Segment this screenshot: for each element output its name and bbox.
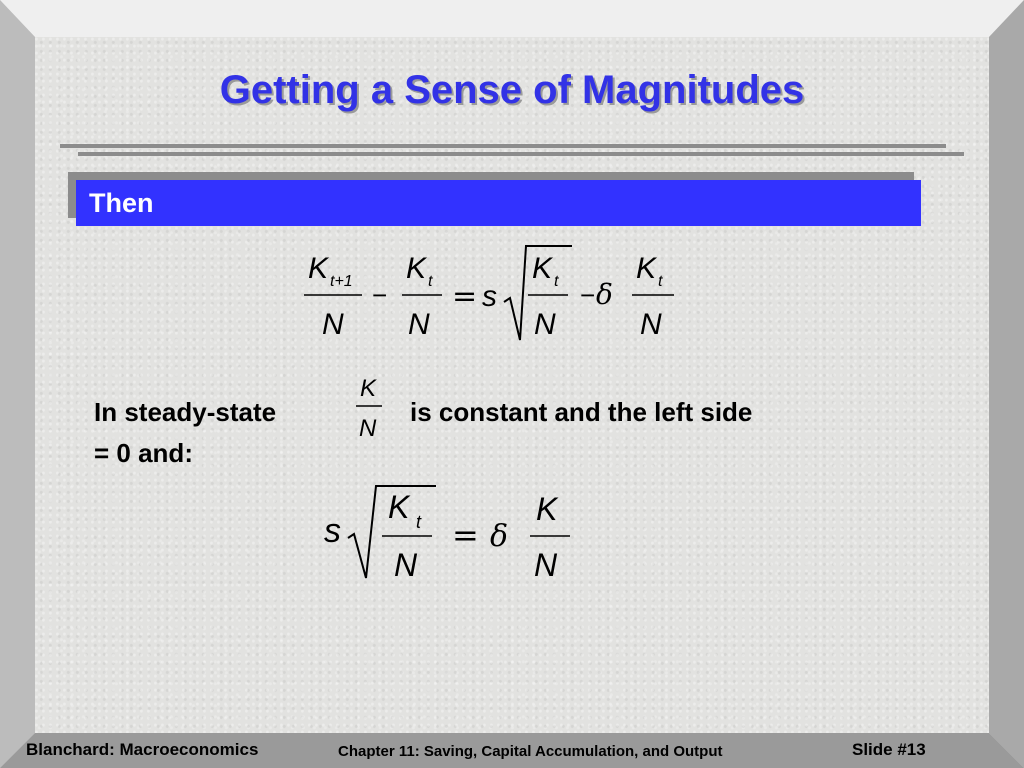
equation-capital-accumulation <box>290 240 690 350</box>
eq1-term4-num: K <box>636 252 657 285</box>
eq1-term2-num: K <box>406 252 427 285</box>
title-rule-lower <box>78 152 964 156</box>
footer-slide-number: Slide #13 <box>852 740 926 759</box>
eq1-term4-sub: t <box>658 273 663 290</box>
eq2-rhs-num: K <box>536 491 558 527</box>
eq2-s: s <box>324 512 341 550</box>
steady-state-text-before: In steady-state <box>94 397 277 427</box>
eq1-term2-den: N <box>408 308 430 341</box>
eq1-term2-sub: t <box>428 273 433 290</box>
equation-steady-state <box>318 480 588 585</box>
eq1-term1-den: N <box>322 308 344 341</box>
frame-bevel-right <box>989 0 1024 768</box>
eq2-den: N <box>394 547 418 583</box>
eq2-rhs-den: N <box>534 547 558 583</box>
eq1-term3-num: K <box>532 252 553 285</box>
inline-fraction-k-over-n <box>350 370 390 450</box>
footer-chapter: Chapter 11: Saving, Capital Accumulation, and Output <box>338 743 723 760</box>
eq1-minus2: − <box>580 280 596 310</box>
footer-author: Blanchard: Macroeconomics <box>26 740 259 759</box>
slide-title: Getting a Sense of Magnitudes <box>219 68 805 112</box>
eq1-minus: − <box>372 280 388 310</box>
slide-canvas <box>35 37 989 733</box>
steady-state-text-line2: = 0 and: <box>94 438 193 468</box>
steady-state-text-after: is constant and the left side <box>410 397 753 427</box>
eq2-equals: = <box>452 516 479 554</box>
eq1-term1-num: K <box>308 252 329 285</box>
frame-bevel-top <box>0 0 1024 37</box>
inline-fraction-num: K <box>360 375 377 402</box>
eq2-num-sub: t <box>416 512 422 532</box>
eq1-delta: δ <box>596 278 613 311</box>
title-rule-upper <box>60 144 946 148</box>
eq1-term3-den: N <box>534 308 556 341</box>
inline-fraction-den: N <box>359 415 377 442</box>
section-heading: Then <box>76 180 921 226</box>
eq1-s: s <box>482 280 497 313</box>
eq1-term1-sub: t+1 <box>330 273 353 290</box>
eq2-delta: δ <box>490 519 509 554</box>
eq1-equals: = <box>452 279 478 314</box>
eq1-term4-den: N <box>640 308 662 341</box>
frame-bevel-left <box>0 0 35 768</box>
eq1-term3-sub: t <box>554 273 559 290</box>
eq2-num: K <box>388 489 410 525</box>
